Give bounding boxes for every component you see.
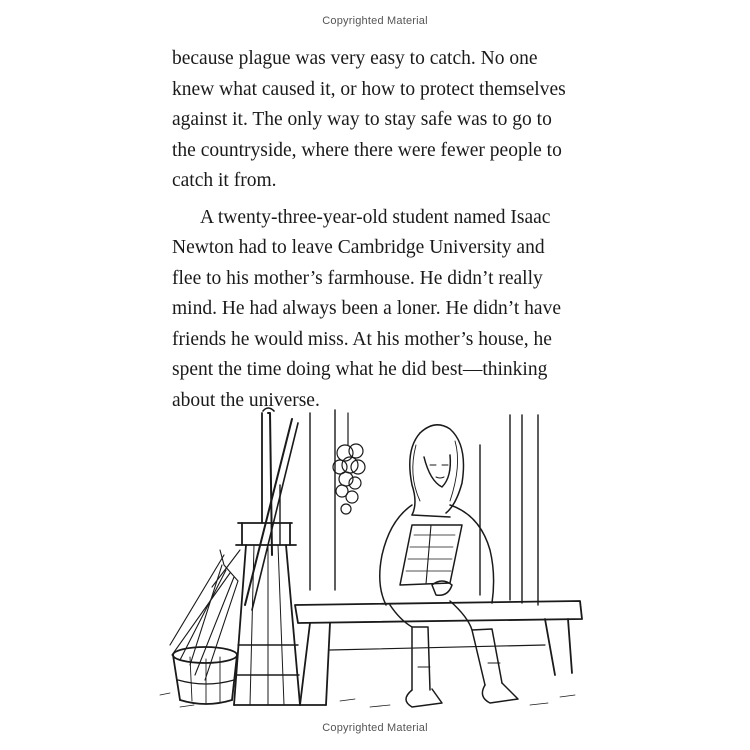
text-line: spent the time doing what he did best—thinking [172,359,548,380]
text-line: the countryside, where there were fewer people to [172,139,562,161]
copyright-watermark-top: Copyrighted Material [322,15,428,27]
text-line: knew what caused it, or how to protect themselves [172,78,566,100]
body-text [172,44,592,416]
text-line: mind. He had always been a loner. He didn’t have [172,298,561,319]
paragraph-1 [172,44,592,197]
text-line: A twenty-three-year-old student named Isaac [200,206,551,228]
text-line: catch it from. [172,170,277,191]
text-line: Newton had to leave Cambridge University and [172,237,545,258]
text-line: flee to his mother’s farmhouse. He didn’t really [172,267,543,289]
text-line: about the universe. [172,389,320,411]
paragraph-2 [172,203,592,417]
newton-sitting-illustration [150,405,600,715]
text-line: friends he would miss. At his mother’s house, he [172,328,552,350]
bench [295,601,582,705]
hanging-onions [333,413,365,514]
text-line: because plague was very easy to catch. No one [172,48,538,69]
copyright-watermark-bottom: Copyrighted Material [322,722,428,734]
text-line: against it. The only way to stay safe was to go to [172,109,552,130]
newton-figure [380,425,518,707]
